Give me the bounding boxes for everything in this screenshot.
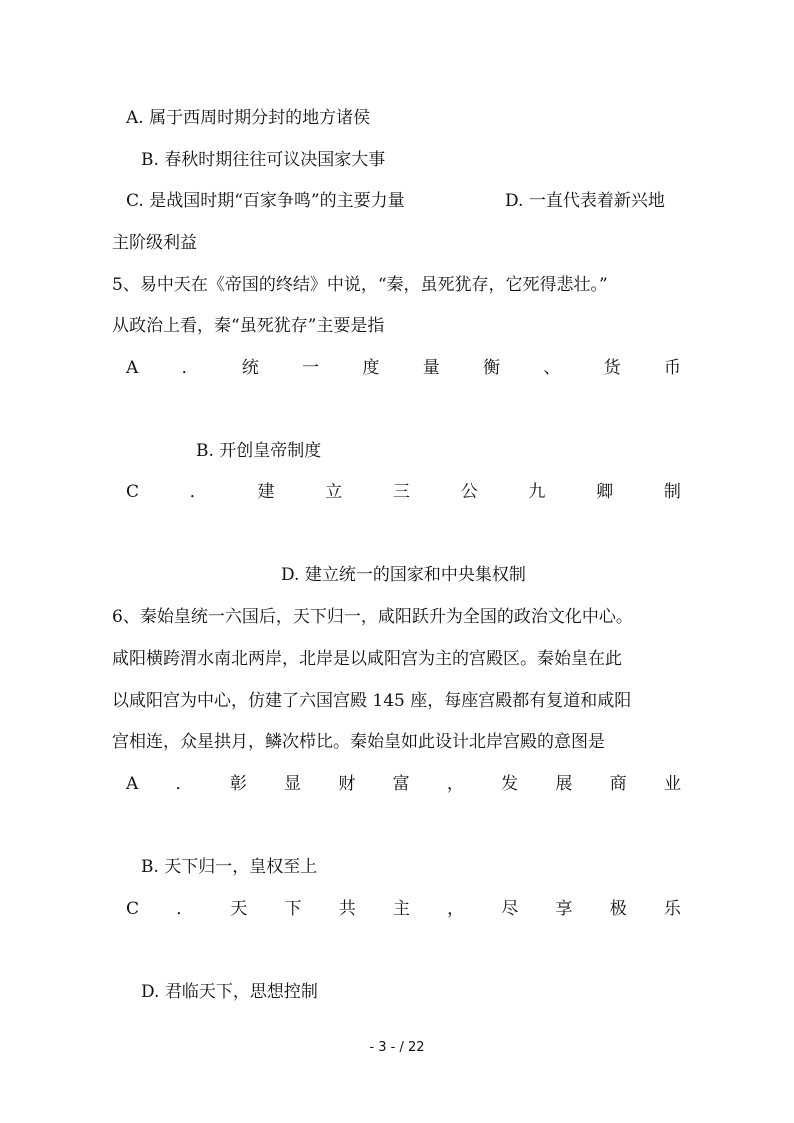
q5-option-c-char: C bbox=[126, 482, 140, 502]
q6-option-a bbox=[126, 773, 681, 795]
q4-option-d: D. 一直代表着新兴地 bbox=[505, 191, 665, 211]
q4-option-d-continued: 主阶级利益 bbox=[112, 233, 197, 253]
q5-option-a-char: 币 bbox=[663, 358, 681, 378]
q4-option-b: B. 春秋时期往往可议决国家大事 bbox=[141, 150, 386, 170]
q6-option-a-char: ． bbox=[175, 774, 193, 794]
q6-option-a-char: 业 bbox=[663, 774, 681, 794]
q5-option-a-char: 统 bbox=[241, 358, 259, 378]
q5-option-a-char: 、 bbox=[543, 358, 561, 378]
q5-option-c-char: 九 bbox=[528, 482, 546, 502]
q6-option-b: B. 天下归一，皇权至上 bbox=[141, 857, 318, 877]
q6-option-a-char: A bbox=[126, 774, 139, 794]
q6-option-c-char: C bbox=[126, 899, 140, 919]
q5-option-d: D. 建立统一的国家和中央集权制 bbox=[281, 565, 526, 585]
q5-option-a-char: A bbox=[126, 358, 139, 378]
q6-option-a-char: 彰 bbox=[229, 774, 247, 794]
q5-option-c-char: 制 bbox=[663, 482, 681, 502]
q6-option-c-char: 主 bbox=[392, 899, 410, 919]
q5-option-a-char: 量 bbox=[422, 358, 440, 378]
q6-option-c-char: ． bbox=[176, 899, 194, 919]
q6-stem-line-2: 咸阳横跨渭水南北两岸，北岸是以咸阳宫为主的宫殿区。秦始皇在此 bbox=[112, 649, 622, 669]
q6-option-c bbox=[126, 898, 681, 920]
q5-option-a-char: 衡 bbox=[483, 358, 501, 378]
q5-option-a-char: 货 bbox=[603, 358, 621, 378]
q6-stem-line-4: 宫相连，众星拱月，鳞次栉比。秦始皇如此设计北岸宫殿的意图是 bbox=[112, 732, 605, 752]
q6-option-a-char: 富 bbox=[392, 774, 410, 794]
q5-option-a bbox=[126, 357, 681, 379]
q6-option-a-char: ， bbox=[446, 774, 464, 794]
q6-option-c-char: 尽 bbox=[501, 899, 519, 919]
q6-option-a-char: 发 bbox=[501, 774, 519, 794]
q6-option-a-char: 财 bbox=[338, 774, 356, 794]
q6-option-c-char: 天 bbox=[230, 899, 248, 919]
q6-option-c-char: 共 bbox=[338, 899, 356, 919]
q5-option-c bbox=[126, 481, 681, 503]
q6-option-c-char: ， bbox=[447, 899, 465, 919]
q6-stem-line-3: 以咸阳宫为中心，仿建了六国宫殿 145 座，每座宫殿都有复道和咸阳 bbox=[112, 691, 632, 711]
q4-option-c: C. 是战国时期“百家争鸣”的主要力量 bbox=[126, 191, 405, 211]
q5-option-c-char: 立 bbox=[325, 482, 343, 502]
q5-option-a-char: 一 bbox=[302, 358, 320, 378]
q5-option-b: B. 开创皇帝制度 bbox=[196, 441, 322, 461]
q5-stem-line-1: 5、易中天在《帝国的终结》中说，“秦，虽死犹存，它死得悲壮。” bbox=[112, 275, 608, 295]
q6-option-c-char: 极 bbox=[609, 899, 627, 919]
q5-option-c-char: 公 bbox=[460, 482, 478, 502]
q5-option-c-char: 三 bbox=[392, 482, 410, 502]
q5-option-a-char: ． bbox=[181, 358, 199, 378]
q5-option-c-char: 卿 bbox=[596, 482, 614, 502]
q4-option-a: A. 属于西周时期分封的地方诸侯 bbox=[126, 108, 371, 128]
q6-stem-line-1: 6、秦始皇统一六国后，天下归一，咸阳跃升为全国的政治文化中心。 bbox=[112, 607, 633, 627]
q5-option-a-char: 度 bbox=[362, 358, 380, 378]
q6-option-c-char: 乐 bbox=[663, 899, 681, 919]
q5-option-c-char: ． bbox=[189, 482, 207, 502]
q5-option-c-char: 建 bbox=[257, 482, 275, 502]
q6-option-a-char: 商 bbox=[609, 774, 627, 794]
q6-option-c-char: 享 bbox=[555, 899, 573, 919]
q6-option-a-char: 展 bbox=[555, 774, 573, 794]
q6-option-a-char: 显 bbox=[284, 774, 302, 794]
q6-option-c-char: 下 bbox=[284, 899, 302, 919]
page-number: - 3 - / 22 bbox=[369, 1040, 425, 1055]
q6-option-d: D. 君临天下，思想控制 bbox=[141, 982, 318, 1002]
q5-stem-line-2: 从政治上看，秦“虽死犹存”主要是指 bbox=[112, 316, 385, 336]
